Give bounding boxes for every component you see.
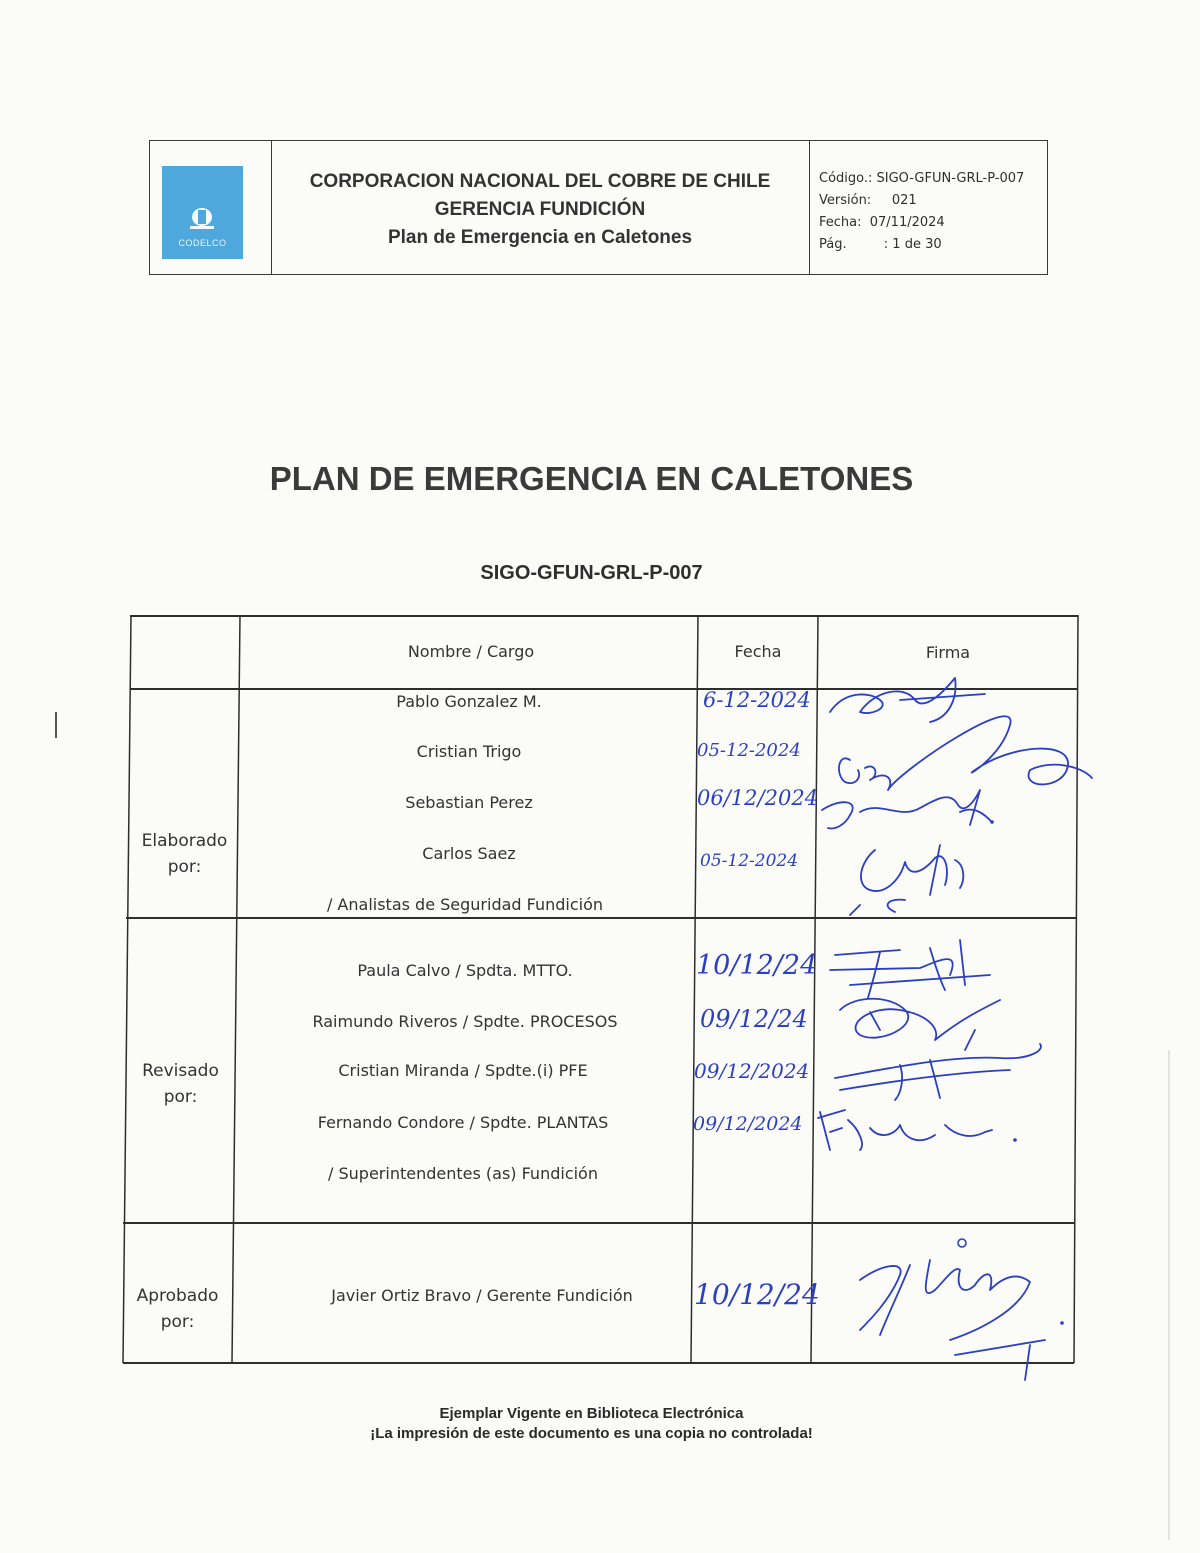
handwritten-date: 09/12/2024 bbox=[693, 1113, 803, 1135]
column-header-date: Fecha bbox=[734, 642, 782, 661]
handwritten-date: 09/12/24 bbox=[700, 1005, 808, 1033]
scan-binder-mark bbox=[55, 712, 57, 738]
person-name: Fernando Condore / Spdte. PLANTAS bbox=[317, 1113, 609, 1132]
signature bbox=[818, 1110, 992, 1150]
signature bbox=[860, 1260, 1045, 1380]
footer-line-1: Ejemplar Vigente en Biblioteca Electrónica bbox=[439, 1405, 744, 1422]
group-role: / Superintendentes (as) Fundición bbox=[328, 1164, 598, 1183]
signature bbox=[830, 940, 990, 998]
section-label-elaborado: Elaborado por: bbox=[141, 831, 228, 877]
signature bbox=[839, 716, 1092, 790]
handwritten-date: 10/12/24 bbox=[696, 950, 818, 981]
handwritten-date: 05-12-2024 bbox=[700, 851, 799, 871]
section-label-aprobado: Aprobado por: bbox=[136, 1286, 219, 1332]
document-title: PLAN DE EMERGENCIA EN CALETONES bbox=[269, 460, 914, 497]
logo-text: CODELCO bbox=[178, 238, 227, 248]
section-label-revisado: Revisado por: bbox=[142, 1061, 219, 1107]
doc-date-meta: Fecha: 07/11/2024 bbox=[819, 215, 945, 230]
person-name: Pablo Gonzalez M. bbox=[396, 692, 542, 711]
handwritten-date: 6-12-2024 bbox=[703, 688, 811, 712]
signature bbox=[850, 845, 963, 915]
person-name: Carlos Saez bbox=[422, 844, 516, 863]
person-name: Javier Ortiz Bravo / Gerente Fundición bbox=[331, 1286, 633, 1305]
signature bbox=[822, 790, 992, 828]
department-name: GERENCIA FUNDICIÓN bbox=[434, 199, 646, 220]
person-name: Cristian Miranda / Spdte.(i) PFE bbox=[338, 1061, 588, 1080]
signature bbox=[840, 999, 1000, 1040]
person-name: Raimundo Riveros / Spdte. PROCESOS bbox=[312, 1012, 618, 1031]
person-name: Cristian Trigo bbox=[416, 742, 522, 761]
handwritten-date: 06/12/2024 bbox=[697, 786, 819, 810]
column-header-signature: Firma bbox=[925, 643, 971, 662]
person-name: Paula Calvo / Spdta. MTTO. bbox=[357, 961, 573, 980]
signature bbox=[835, 1030, 1041, 1100]
company-name: CORPORACION NACIONAL DEL COBRE DE CHILE bbox=[309, 171, 771, 192]
scan-edge-shadow bbox=[1168, 1050, 1170, 1540]
person-name: Sebastian Perez bbox=[405, 793, 533, 812]
signature bbox=[830, 678, 985, 722]
handwritten-date: 05-12-2024 bbox=[697, 740, 801, 761]
handwritten-date: 09/12/2024 bbox=[694, 1059, 810, 1083]
document-code: SIGO-GFUN-GRL-P-007 bbox=[480, 562, 703, 584]
footer-line-2: ¡La impresión de este documento es una copia no controlada! bbox=[370, 1425, 813, 1442]
doc-code-meta: Código.: SIGO-GFUN-GRL-P-007 bbox=[819, 171, 1025, 186]
doc-version-meta: Versión: 021 bbox=[819, 193, 917, 208]
doc-page-meta: Pág. : 1 de 30 bbox=[819, 237, 942, 252]
group-role: / Analistas de Seguridad Fundición bbox=[326, 895, 604, 914]
plan-name: Plan de Emergencia en Caletones bbox=[387, 227, 693, 248]
column-header-name: Nombre / Cargo bbox=[407, 642, 535, 661]
handwritten-date: 10/12/24 bbox=[694, 1278, 820, 1311]
